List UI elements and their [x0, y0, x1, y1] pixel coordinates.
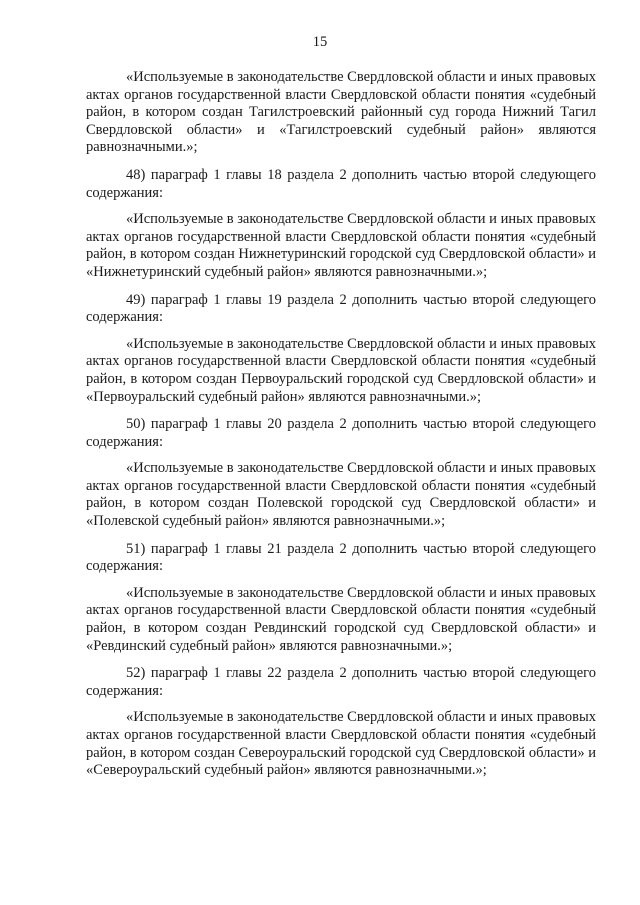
quoted-amendment-text: «Используемые в законодательстве Свердловской области и иных правовых актах органов государственной власти Свердловской области понятия «судебный район, в котором создан Первоуральский городской суд Свердловской области» и «Первоуральский судебный район» являются равнозначными.»;: [86, 335, 596, 405]
amendment-item-49: 49) параграф 1 главы 19 раздела 2 дополнить частью второй следующего содержания:: [86, 291, 596, 326]
quoted-amendment-text: «Используемые в законодательстве Свердловской области и иных правовых актах органов государственной власти Свердловской области понятия «судебный район, в котором создан Полевской городской суд Свердловской области» и «Полевской судебный район» являются равнозначными.»;: [86, 460, 596, 530]
amendment-item-52: 52) параграф 1 главы 22 раздела 2 дополнить частью второй следующего содержания:: [86, 665, 596, 699]
quoted-amendment-text: «Используемые в законодательстве Свердловской области и иных правовых актах органов государственной власти Свердловской области понятия «судебный район, в котором создан Североуральский городской суд Свердловской области» и «Североуральский судебный район» являются равнозначными.»;: [86, 709, 596, 779]
amendment-item-50: 50) параграф 1 главы 20 раздела 2 дополнить частью второй следующего содержания:: [86, 416, 596, 450]
page-number: 15: [312, 34, 328, 50]
quoted-amendment-text: «Используемые в законодательстве Свердловской области и иных правовых актах органов государственной власти Свердловской области понятия «судебный район, в котором создан Нижнетуринский городской суд Свердловской области» и «Нижнетуринский судебный район» являются равнозначными.»;: [86, 211, 596, 280]
document-body: [86, 69, 596, 790]
amendment-item-48: 48) параграф 1 главы 18 раздела 2 дополнить частью второй следующего содержания:: [86, 166, 596, 201]
amendment-item-51: 51) параграф 1 главы 21 раздела 2 дополнить частью второй следующего содержания:: [86, 540, 596, 575]
quoted-amendment-text: «Используемые в законодательстве Свердловской области и иных правовых актах органов государственной власти Свердловской области понятия «судебный район, в котором создан Тагилстроевский районный суд города Нижний Тагил Свердловской области» и «Тагилстроевский судебный район» являются равнозначными.»;: [86, 69, 596, 156]
quoted-amendment-text: «Используемые в законодательстве Свердловской области и иных правовых актах органов государственной власти Свердловской области понятия «судебный район, в котором создан Ревдинский городской суд Свердловской области» и «Ревдинский судебный район» являются равнозначными.»;: [86, 584, 596, 654]
